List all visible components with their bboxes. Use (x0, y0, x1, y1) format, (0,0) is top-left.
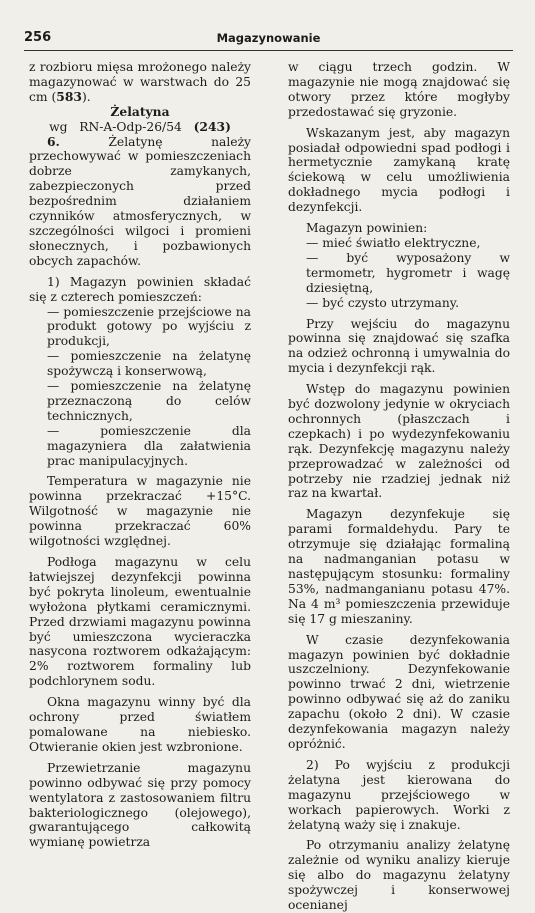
paragraph-disinfection: Magazyn dezynfekuje się parami formaldehydu. Pary te otrzymuje się działając formaliną na nadmanganian potasu w następującym stosunku: formaliny 53%, nadmanganianu potasu 47%. Na 4 m³ pomieszczenia przewiduje się 17 g mieszaniny. (288, 507, 510, 626)
right-column (288, 60, 510, 913)
paragraph-windows: Okna magazynu winny być dla ochrony przed światłem pomalowane na niebiesko. Otwieranie okien jest wzbronione. (29, 695, 251, 754)
paragraph-temperature: Temperatura w magazynie nie powinna przekraczać +15°C. Wilgotność w magazynie nie powinna przekraczać 60% wilgotności względnej. (29, 474, 251, 549)
list-item: — pomieszczenie na żelatynę spożywczą i konserwową, (47, 349, 251, 379)
left-column (29, 60, 251, 850)
paragraph-6: 6. Żelatynę należy przechowywać w pomieszczeniach dobrze zamykanych, zabezpieczonych przed bezpośrednim działaniem czynników atmosferycznych, w szczególności wilgoci i promieni słonecznych, i pozbawionych obcych zapachów. (29, 133, 251, 268)
paragraph-access: Wstęp do magazynu powinien być dozwolony jedynie w okryciach ochronnych (płaszczach i czepkach) i po wydezynfekowaniu rąk. Dezynfekcję magazynu należy przeprowadzać w zależności od potrzeby nie rzadziej jednak niż raz na kwartał. (288, 382, 510, 501)
paragraph-analysis: Po otrzymaniu analizy żelatynę zależnie od wyniku analizy kieruje się albo do magazynu żelatyny spożywczej i konserwowej ocenianej (288, 838, 510, 913)
paragraph-2: 2) Po wyjściu z produkcji żelatyna jest kierowana do magazynu przejściowego w workach papierowych. Worki z żelatyną waży się i znakuje. (288, 757, 510, 832)
running-title: Magazynowanie (216, 31, 321, 45)
list-item: — pomieszczenie na żelatynę przeznaczoną do celów technicznych, (47, 379, 251, 423)
paragraph-continued: w ciągu trzech godzin. W magazynie nie mogą znajdować się otwory przez które mogłyby przedostawać się gryzonie. (288, 60, 510, 119)
page-number: 256 (24, 30, 52, 45)
norm-ref-number: (243) (193, 118, 231, 134)
norm-code: RN-A-Odp-26/54 (79, 119, 182, 134)
list-item: — pomieszczenie przejściowe na produkt gotowy po wyjściu z produkcji, (47, 304, 251, 349)
list-item: — pomieszczenie dla magazyniera dla załatwienia prac manipulacyjnych. (47, 423, 251, 468)
list-item: — być czysto utrzymany. (306, 295, 459, 310)
reference-number: 583 (56, 88, 82, 104)
paragraph-ventilation: Przewietrzanie magazynu powinno odbywać się przy pomocy wentylatora z zastosowaniem filtru bakteriologicznego (olejowego), gwarantującego całkowitą wymianę powietrza (29, 760, 251, 850)
norm-reference: wg RN-A-Odp-26/54 (243) (49, 118, 231, 134)
paragraph-intro: z rozbioru mięsa mrożonego należy magazynować w warstwach do 25 cm (583). (29, 60, 251, 104)
paragraph-entry: Przy wejściu do magazynu powinna się znajdować się szafka na odzież ochronną i umywalnia do mycia i dezynfekcji rąk. (288, 316, 510, 376)
list-item: — być wyposażony w termometr, hygrometr i wagę dziesiętną, (306, 250, 510, 295)
paragraph-floor: Podłoga magazynu w celu łatwiejszej dezynfekcji powinna być pokryta linoleum, ewentualnie wyłożona płytkami ceramicznymi. Przed drzwiami magazynu powinna być umieszczona wycieraczka nasycona roztworem odkażającym: 2% roztworem formaliny lub podchlorynem sodu. (29, 555, 251, 689)
paragraph-requirements: Magazyn powinien: (306, 221, 428, 236)
paragraph-1: 1) Magazyn powinien składać się z czterech pomieszczeń: (29, 274, 251, 304)
section-title: Żelatyna (110, 103, 170, 119)
paragraph-number: 6. (47, 133, 60, 149)
page-header (24, 30, 513, 51)
paragraph-drain: Wskazanym jest, aby magazyn posiadał odpowiedni spad podłogi i hermetycznie zamykaną kratę ściekową w celu umożliwienia dokładnego mycia podłogi i dezynfekcji. (288, 125, 510, 215)
list-item: — mieć światło elektryczne, (306, 235, 481, 250)
paragraph-sealing: W czasie dezynfekowania magazyn powinien być dokładnie uszczelniony. Dezynfekowanie powinno trwać 2 dni, wietrzenie powinno odbywać się aż do zaniku zapachu (około 2 dni). W czasie dezynfekowania magazyn należy opróżnić. (288, 632, 510, 751)
